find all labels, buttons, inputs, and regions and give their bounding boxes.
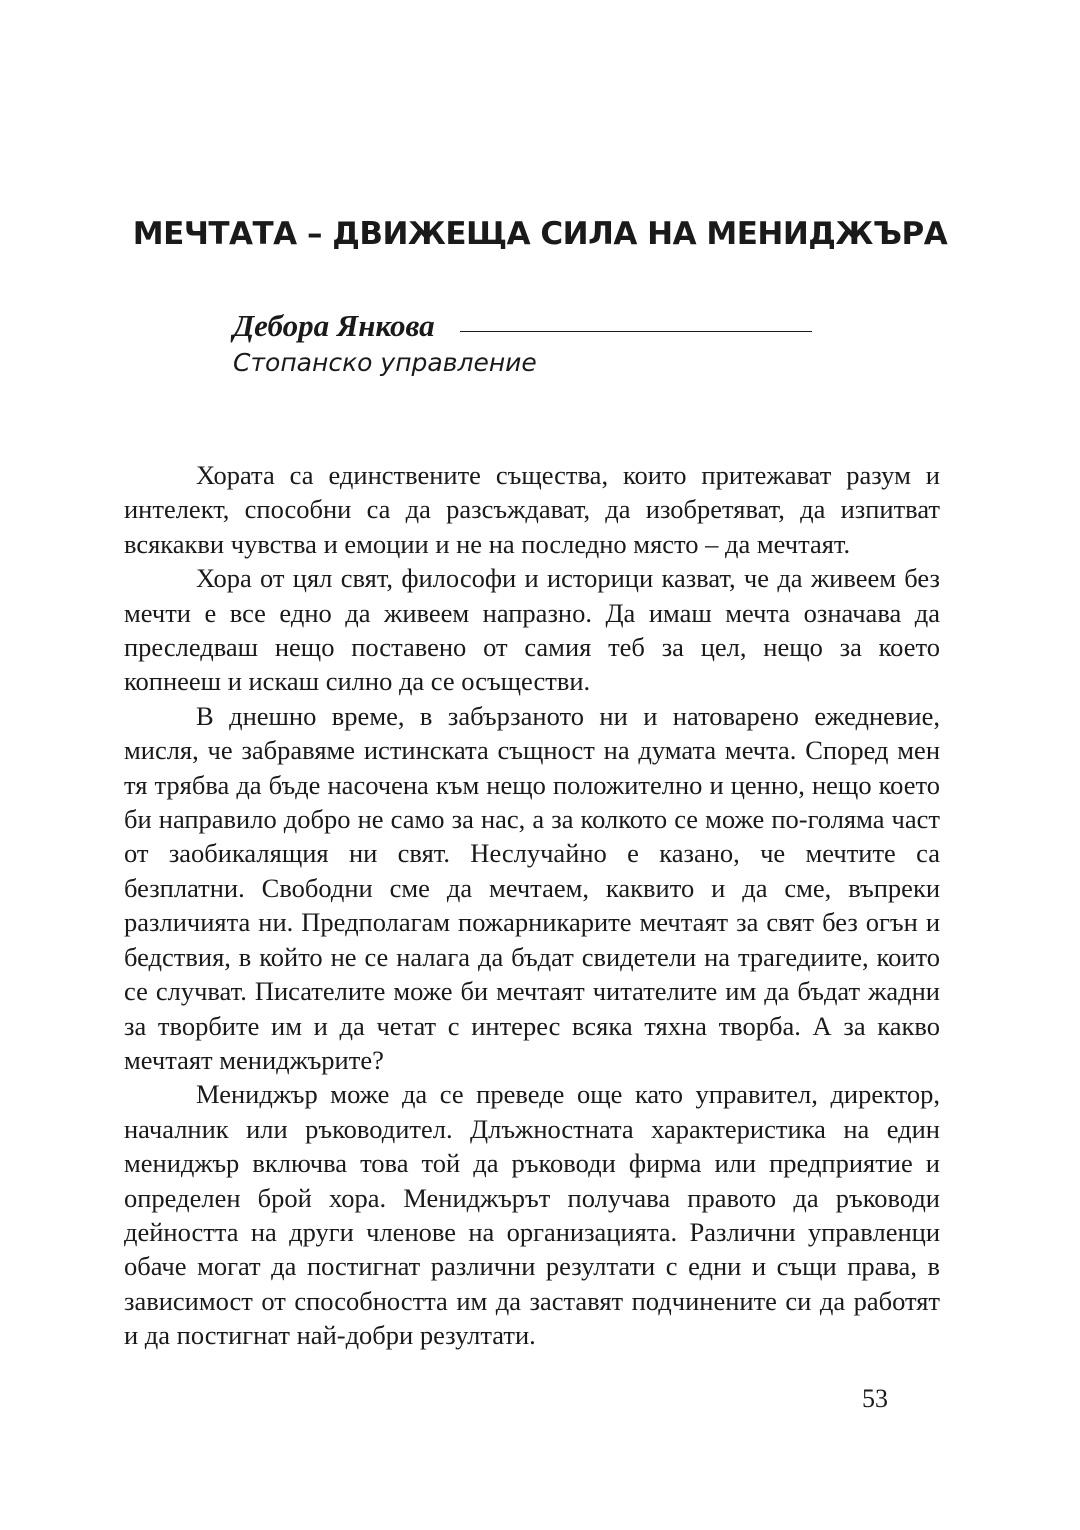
article-body <box>124 458 940 1353</box>
author-divider <box>460 331 812 332</box>
body-paragraph: В днешно време, в забързаното ни и натоварено ежедневие, мисля, че забравяме истинската същност на думата мечта. Според мен тя трябва да бъде насочена към нещо положително и ценно, нещо което би направило добро не само за нас, а за колкото се може по-голяма част от заобикалящия ни свят. Неслучайно е казано, че мечтите са безплатни. Свободни сме да мечтаем, каквито и да сме, въпреки различията ни. Предполагам пожарникарите мечтаят за свят без огън и бедствия, в който не се налага да бъдат свидетели на трагедиите, които се случват. Писателите може би мечтаят читателите им да бъдат жадни за творбите им и да четат с интерес всяка тяхна творба. А за какво мечтаят мениджърите? <box>124 700 940 1075</box>
page-title: МЕЧТАТА – ДВИЖЕЩА СИЛА НА МЕНИДЖЪРА <box>132 216 948 252</box>
author-name: Дебора Янкова <box>233 308 435 343</box>
author-row <box>233 300 853 344</box>
page-number: 53 <box>862 1384 888 1413</box>
author-affiliation: Стопанско управление <box>233 348 537 377</box>
body-paragraph: Мениджър може да се преведе още като управител, директор, началник или ръководител. Длъжностната характеристика на един мениджър включва това той да ръководи фирма или предприятие и определен брой хора. Мениджърът получава правото да ръководи дейността на други членове на организацията. Различни управленци обаче могат да постигнат различни резултати с едни и същи права, в зависимост от способността им да заставят подчинените си да работят и да постигнат най-добри резултати. <box>124 1079 940 1351</box>
author-block <box>233 300 853 377</box>
body-paragraph: Хората са единствените същества, които притежават разум и интелект, способни са да разсъждават, да изобретяват, да изпитват всякакви чувства и емоции и не на последно място – да мечтаят. <box>124 460 940 559</box>
body-paragraph: Хора от цял свят, философи и историци казват, че да живеем без мечти е все едно да живеем напразно. Да имаш мечта означава да преследваш нещо поставено от самия теб за цел, нещо за което копнееш и искаш силно да се осъществи. <box>124 563 940 697</box>
